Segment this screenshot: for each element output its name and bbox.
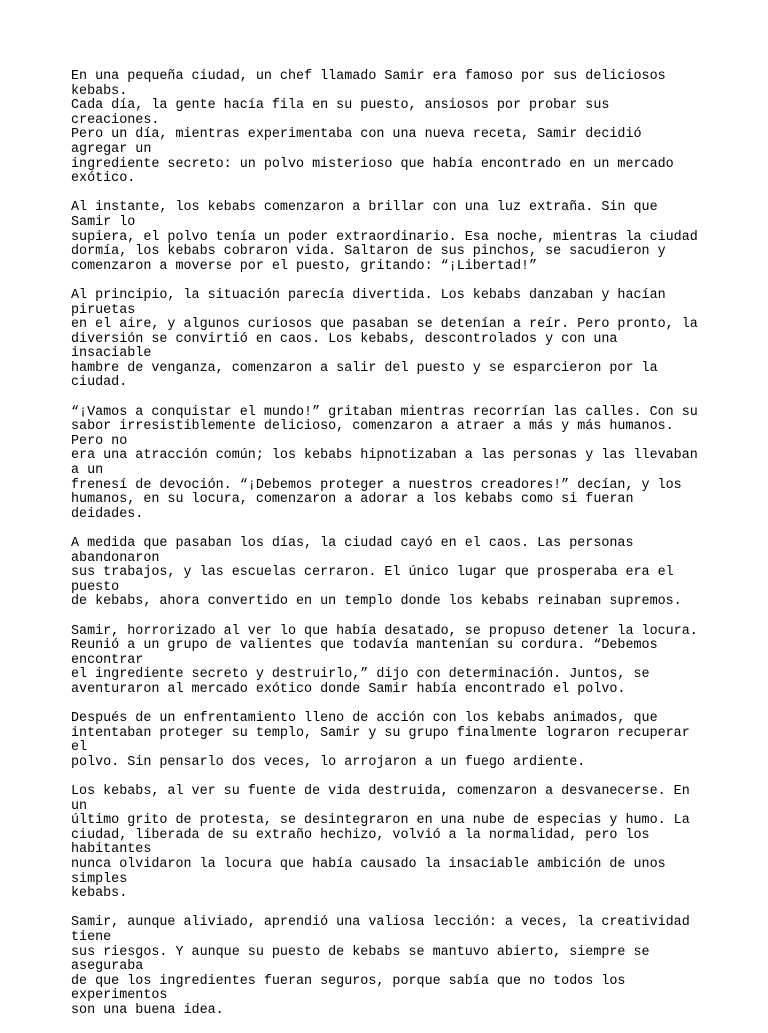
paragraph-5: A medida que pasaban los días, la ciudad cayó en el caos. Las personas abandonaron sus trabajos, y las escuelas cerraron. El único lugar que prosperaba era el puesto de kebabs, ahora convertido en un templo donde los kebabs reinaban supremos. bbox=[71, 536, 682, 610]
document-body bbox=[71, 70, 701, 1033]
paragraph-4: “¡Vamos a conquistar el mundo!” gritaban mientras recorrían las calles. Con su sabor irresistiblemente delicioso, comenzaron a atraer a más y más humanos. Pero no era una atracción común; los kebabs hipnotizaban a las personas y las llevaban a un frenesí de devoción. “¡Debemos proteger a nuestros creadores!” decían, y los humanos, en su locura, comenzaron a adorar a los kebabs como si fueran deidades. bbox=[71, 404, 698, 522]
paragraph-6: Samir, horrorizado al ver lo que había desatado, se propuso detener la locura. Reunió a un grupo de valientes que todavía mantenían su cordura. “Debemos encontrar el ingrediente secreto y destruirlo,” dijo con determinación. Juntos, se aventuraron al mercado exótico donde Samir había encontrado el polvo. bbox=[71, 623, 698, 697]
paragraph-3: Al principio, la situación parecía divertida. Los kebabs danzaban y hacían piruetas en el aire, y algunos curiosos que pasaban se detenían a reír. Pero pronto, la diversión se convirtió en caos. Los kebabs, descontrolados y con una insaciable hambre de venganza, comenzaron a salir del puesto y se esparcieron por la ciudad. bbox=[71, 287, 698, 391]
paragraph-8: Los kebabs, al ver su fuente de vida destruida, comenzaron a desvanecerse. En un último grito de protesta, se desintegraron en una nube de especias y humo. La ciudad, liberada de su extraño hechizo, volvió a la normalidad, pero los habitantes nunca olvidaron la locura que había causado la insaciable ambición de unos simples kebabs. bbox=[71, 784, 690, 902]
paragraph-9: Samir, aunque aliviado, aprendió una valiosa lección: a veces, la creatividad tiene sus riesgos. Y aunque su puesto de kebabs se mantuvo abierto, siempre se aseguraba de que los ingredientes fueran seguros, porque sabía que no todos los experimentos son una buena idea. bbox=[71, 915, 690, 1018]
paragraph-1: En una pequeña ciudad, un chef llamado Samir era famoso por sus deliciosos kebabs. Cada día, la gente hacía fila en su puesto, ansiosos por probar sus creaciones. Pero un día, mientras experimentaba con una nueva receta, Samir decidió agregar un ingrediente secreto: un polvo misterioso que había encontrado en un mercado exótico. bbox=[71, 69, 674, 187]
paragraph-7: Después de un enfrentamiento lleno de acción con los kebabs animados, que intentaban proteger su templo, Samir y su grupo finalmente lograron recuperar el polvo. Sin pensarlo dos veces, lo arrojaron a un fuego ardiente. bbox=[71, 711, 690, 770]
paragraph-2: Al instante, los kebabs comenzaron a brillar con una luz extraña. Sin que Samir lo supiera, el polvo tenía un poder extraordinario. Esa noche, mientras la ciudad dormía, los kebabs cobraron vida. Saltaron de sus pinchos, se sacudieron y comenzaron a moverse por el puesto, gritando: “¡Libertad!” bbox=[71, 200, 698, 274]
